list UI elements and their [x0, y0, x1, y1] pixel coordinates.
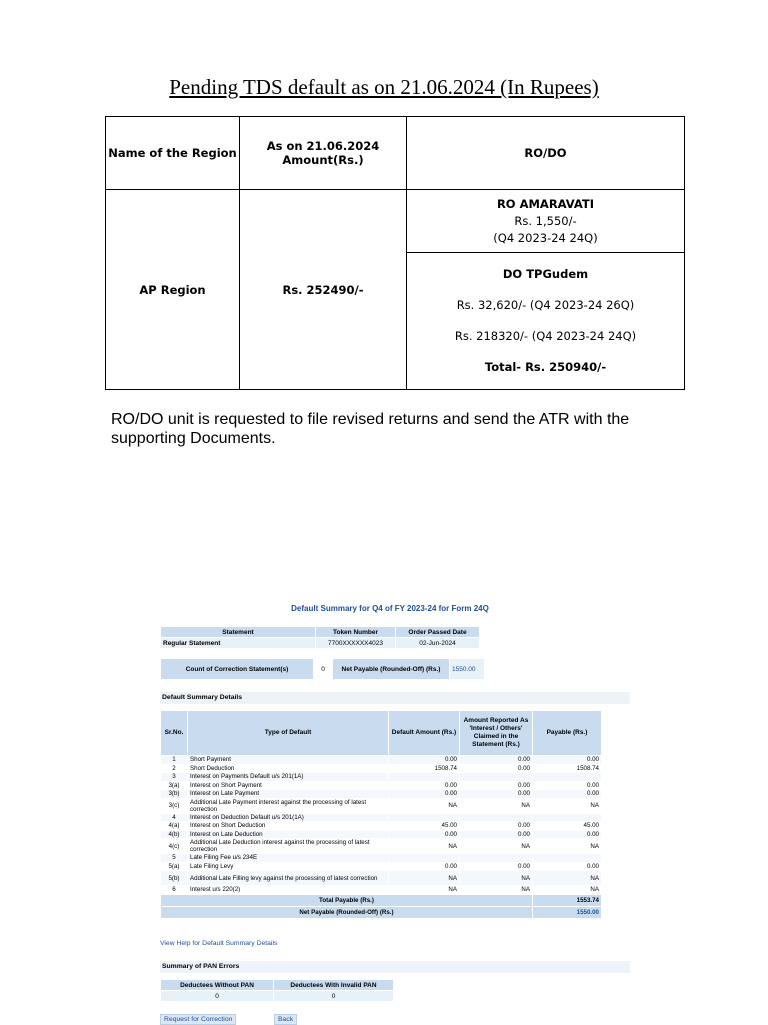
cell-payable — [533, 773, 602, 782]
cell-default-amount: NA — [389, 871, 460, 886]
cell-srno: 3 — [161, 773, 188, 782]
details-heading: Default Summary Details — [160, 692, 630, 704]
cell-default-amount — [389, 854, 460, 863]
cell-default-amount: NA — [389, 798, 460, 813]
cell-srno: 3(b) — [161, 790, 188, 799]
pan-table: Deductees Without PAN Deductees With Invalid PAN 0 0 — [160, 979, 394, 1002]
cell-default-amount — [389, 773, 460, 782]
net-payable-row-label: Net Payable (Rounded-Off) (Rs.) — [161, 906, 533, 918]
cell-reported: NA — [460, 886, 533, 895]
table-row — [161, 756, 602, 765]
cell-reported — [460, 854, 533, 863]
cell-srno: 1 — [161, 756, 188, 765]
ro-cell: RO AMARAVATI Rs. 1,550/- (Q4 2023-24 24Q) — [407, 190, 685, 253]
back-button[interactable]: Back — [274, 1014, 297, 1025]
cell-type: Interest on Short Payment — [188, 781, 389, 790]
cell-default-amount: NA — [389, 886, 460, 895]
cell-reported: 0.00 — [460, 862, 533, 871]
cell-payable: NA — [533, 798, 602, 813]
cell-payable: 0.00 — [533, 781, 602, 790]
cell-payable: 0.00 — [533, 790, 602, 799]
note-text: RO/DO unit is requested to file revised returns and send the ATR with the supporting Documents. — [111, 411, 630, 447]
cell-type: Interest on Late Deduction — [188, 830, 389, 839]
do-cell: DO TPGudem Rs. 32,620/- (Q4 2023-24 26Q) Rs. 218320/- (Q4 2023-24 24Q) Total- Rs. 250940/- — [407, 253, 685, 390]
table-row — [161, 886, 602, 895]
table-row — [161, 830, 602, 839]
header-region: Name of the Region — [106, 117, 240, 190]
cell-type: Additional Late Filling levy against the processing of latest correction — [188, 871, 389, 886]
request-correction-button[interactable]: Request for Correction — [160, 1014, 236, 1025]
cell-reported: 0.00 — [460, 790, 533, 799]
cell-default-amount: NA — [389, 839, 460, 854]
cell-payable — [533, 813, 602, 822]
table-row — [161, 862, 602, 871]
cell-payable: 0.00 — [533, 830, 602, 839]
cell-reported: 0.00 — [460, 764, 533, 773]
cell-type: Interest on Late Payment — [188, 790, 389, 799]
cell-reported: 0.00 — [460, 822, 533, 831]
header-amount: As on 21.06.2024 Amount(Rs.) — [240, 117, 407, 190]
table-row — [161, 781, 602, 790]
cell-type: Short Deduction — [188, 764, 389, 773]
table-row — [161, 798, 602, 813]
total-payable-row-value: 1553.74 — [533, 894, 602, 906]
help-link[interactable]: View Help for Default Summary Details — [160, 940, 278, 947]
cell-payable: 0.00 — [533, 756, 602, 765]
default-summary-table: Sr.No. Type of Default Default Amount (Rs.) Amount Reported As 'Interest / Others' Claimed in the Statement (Rs.) Payable (Rs.) 1 Short Payment 0.00 0.00 0.00 2 Short Deduction 1508.74 0.00 1508.74 3 Interest on Payments Default u/s 201(1A) 3(a) Interest on Short Payment 0.00 0.00 0.00 3(b) Interest on Late Payment 0.00 0.00 0.00 3(c) Additional Late Payment interest against the processing of latest correction NA NA NA 4 Interest on Deduction Default u/s 201(1A) 4(a) Interest on Short Deduction 45.00 0.00 45.00 4(b) Interest on Late Deduction 0.00 0.00 0.00 4(c) Additional Late Deduction interest against the processing of latest correction NA NA NA 5 Late Filing Fee u/s 234E 5(a) Late Filing Levy 0.00 0.00 0.00 5(b) Additional Late Filling levy against the processing of latest correction NA NA NA 6 Interest u/s 220(2) NA NA NA Total Payable (Rs.) 1553.74 Net Payable (Rounded-Off) (Rs.) 1550.00 — [160, 710, 602, 919]
cell-reported: 0.00 — [460, 756, 533, 765]
total-payable-row — [161, 894, 602, 906]
table-row — [161, 871, 602, 886]
cell-srno: 5(a) — [161, 862, 188, 871]
cell-reported: NA — [460, 839, 533, 854]
count-table: Count of Correction Statement(s) 0 Net Payable (Rounded-Off) (Rs.) 1550.00 — [160, 658, 485, 680]
cell-type: Additional Late Payment interest against the processing of latest correction — [188, 798, 389, 813]
statement-table: Statement Token Number Order Passed Date Regular Statement 7700XXXXXX4023 02-Jun-2024 — [160, 626, 480, 649]
cell-reported: NA — [460, 798, 533, 813]
cell-default-amount — [389, 813, 460, 822]
cell-srno: 3(a) — [161, 781, 188, 790]
cell-type: Interest on Deduction Default u/s 201(1A) — [188, 813, 389, 822]
total-payable-row-label: Total Payable (Rs.) — [161, 894, 533, 906]
table-row — [161, 839, 602, 854]
net-payable-row — [161, 906, 602, 918]
cell-srno: 4(c) — [161, 839, 188, 854]
cell-srno: 2 — [161, 764, 188, 773]
cell-reported: 0.00 — [460, 781, 533, 790]
cell-srno: 4(a) — [161, 822, 188, 831]
cell-reported: NA — [460, 871, 533, 886]
table-row — [161, 813, 602, 822]
cell-type: Late Filing Levy — [188, 862, 389, 871]
document-title: Pending TDS default as on 21.06.2024 (In Rupees) — [169, 75, 599, 99]
cell-payable: 45.00 — [533, 822, 602, 831]
cell-payable — [533, 854, 602, 863]
table-row — [161, 764, 602, 773]
cell-payable: 1508.74 — [533, 764, 602, 773]
cell-payable: NA — [533, 871, 602, 886]
cell-type: Short Payment — [188, 756, 389, 765]
table-row — [161, 773, 602, 782]
amount-cell: Rs. 252490/- — [240, 190, 407, 390]
cell-default-amount: 0.00 — [389, 756, 460, 765]
pending-tds-table — [105, 116, 685, 390]
cell-srno: 3(c) — [161, 798, 188, 813]
cell-srno: 4(b) — [161, 830, 188, 839]
cell-default-amount: 0.00 — [389, 790, 460, 799]
cell-srno: 5 — [161, 854, 188, 863]
cell-reported — [460, 813, 533, 822]
table-row — [161, 854, 602, 863]
table-row — [161, 790, 602, 799]
cell-type: Interest on Short Deduction — [188, 822, 389, 831]
table-row — [161, 822, 602, 831]
cell-default-amount: 1508.74 — [389, 764, 460, 773]
cell-srno: 5(b) — [161, 871, 188, 886]
cell-srno: 4 — [161, 813, 188, 822]
cell-type: Additional Late Deduction interest against the processing of latest correction — [188, 839, 389, 854]
cell-default-amount: 45.00 — [389, 822, 460, 831]
cell-payable: NA — [533, 839, 602, 854]
cell-payable: NA — [533, 886, 602, 895]
cell-type: Interest u/s 220(2) — [188, 886, 389, 895]
net-payable-row-value: 1550.00 — [533, 906, 602, 918]
cell-reported — [460, 773, 533, 782]
cell-type: Late Filing Fee u/s 234E — [188, 854, 389, 863]
summary-title: Default Summary for Q4 of FY 2023-24 for Form 24Q — [291, 604, 489, 613]
header-rodo: RO/DO — [407, 117, 685, 190]
cell-type: Interest on Payments Default u/s 201(1A) — [188, 773, 389, 782]
region-cell: AP Region — [106, 190, 240, 390]
cell-srno: 6 — [161, 886, 188, 895]
cell-payable: 0.00 — [533, 862, 602, 871]
pan-heading: Summary of PAN Errors — [160, 961, 630, 973]
cell-default-amount: 0.00 — [389, 830, 460, 839]
cell-default-amount: 0.00 — [389, 862, 460, 871]
cell-default-amount: 0.00 — [389, 781, 460, 790]
cell-reported: 0.00 — [460, 830, 533, 839]
